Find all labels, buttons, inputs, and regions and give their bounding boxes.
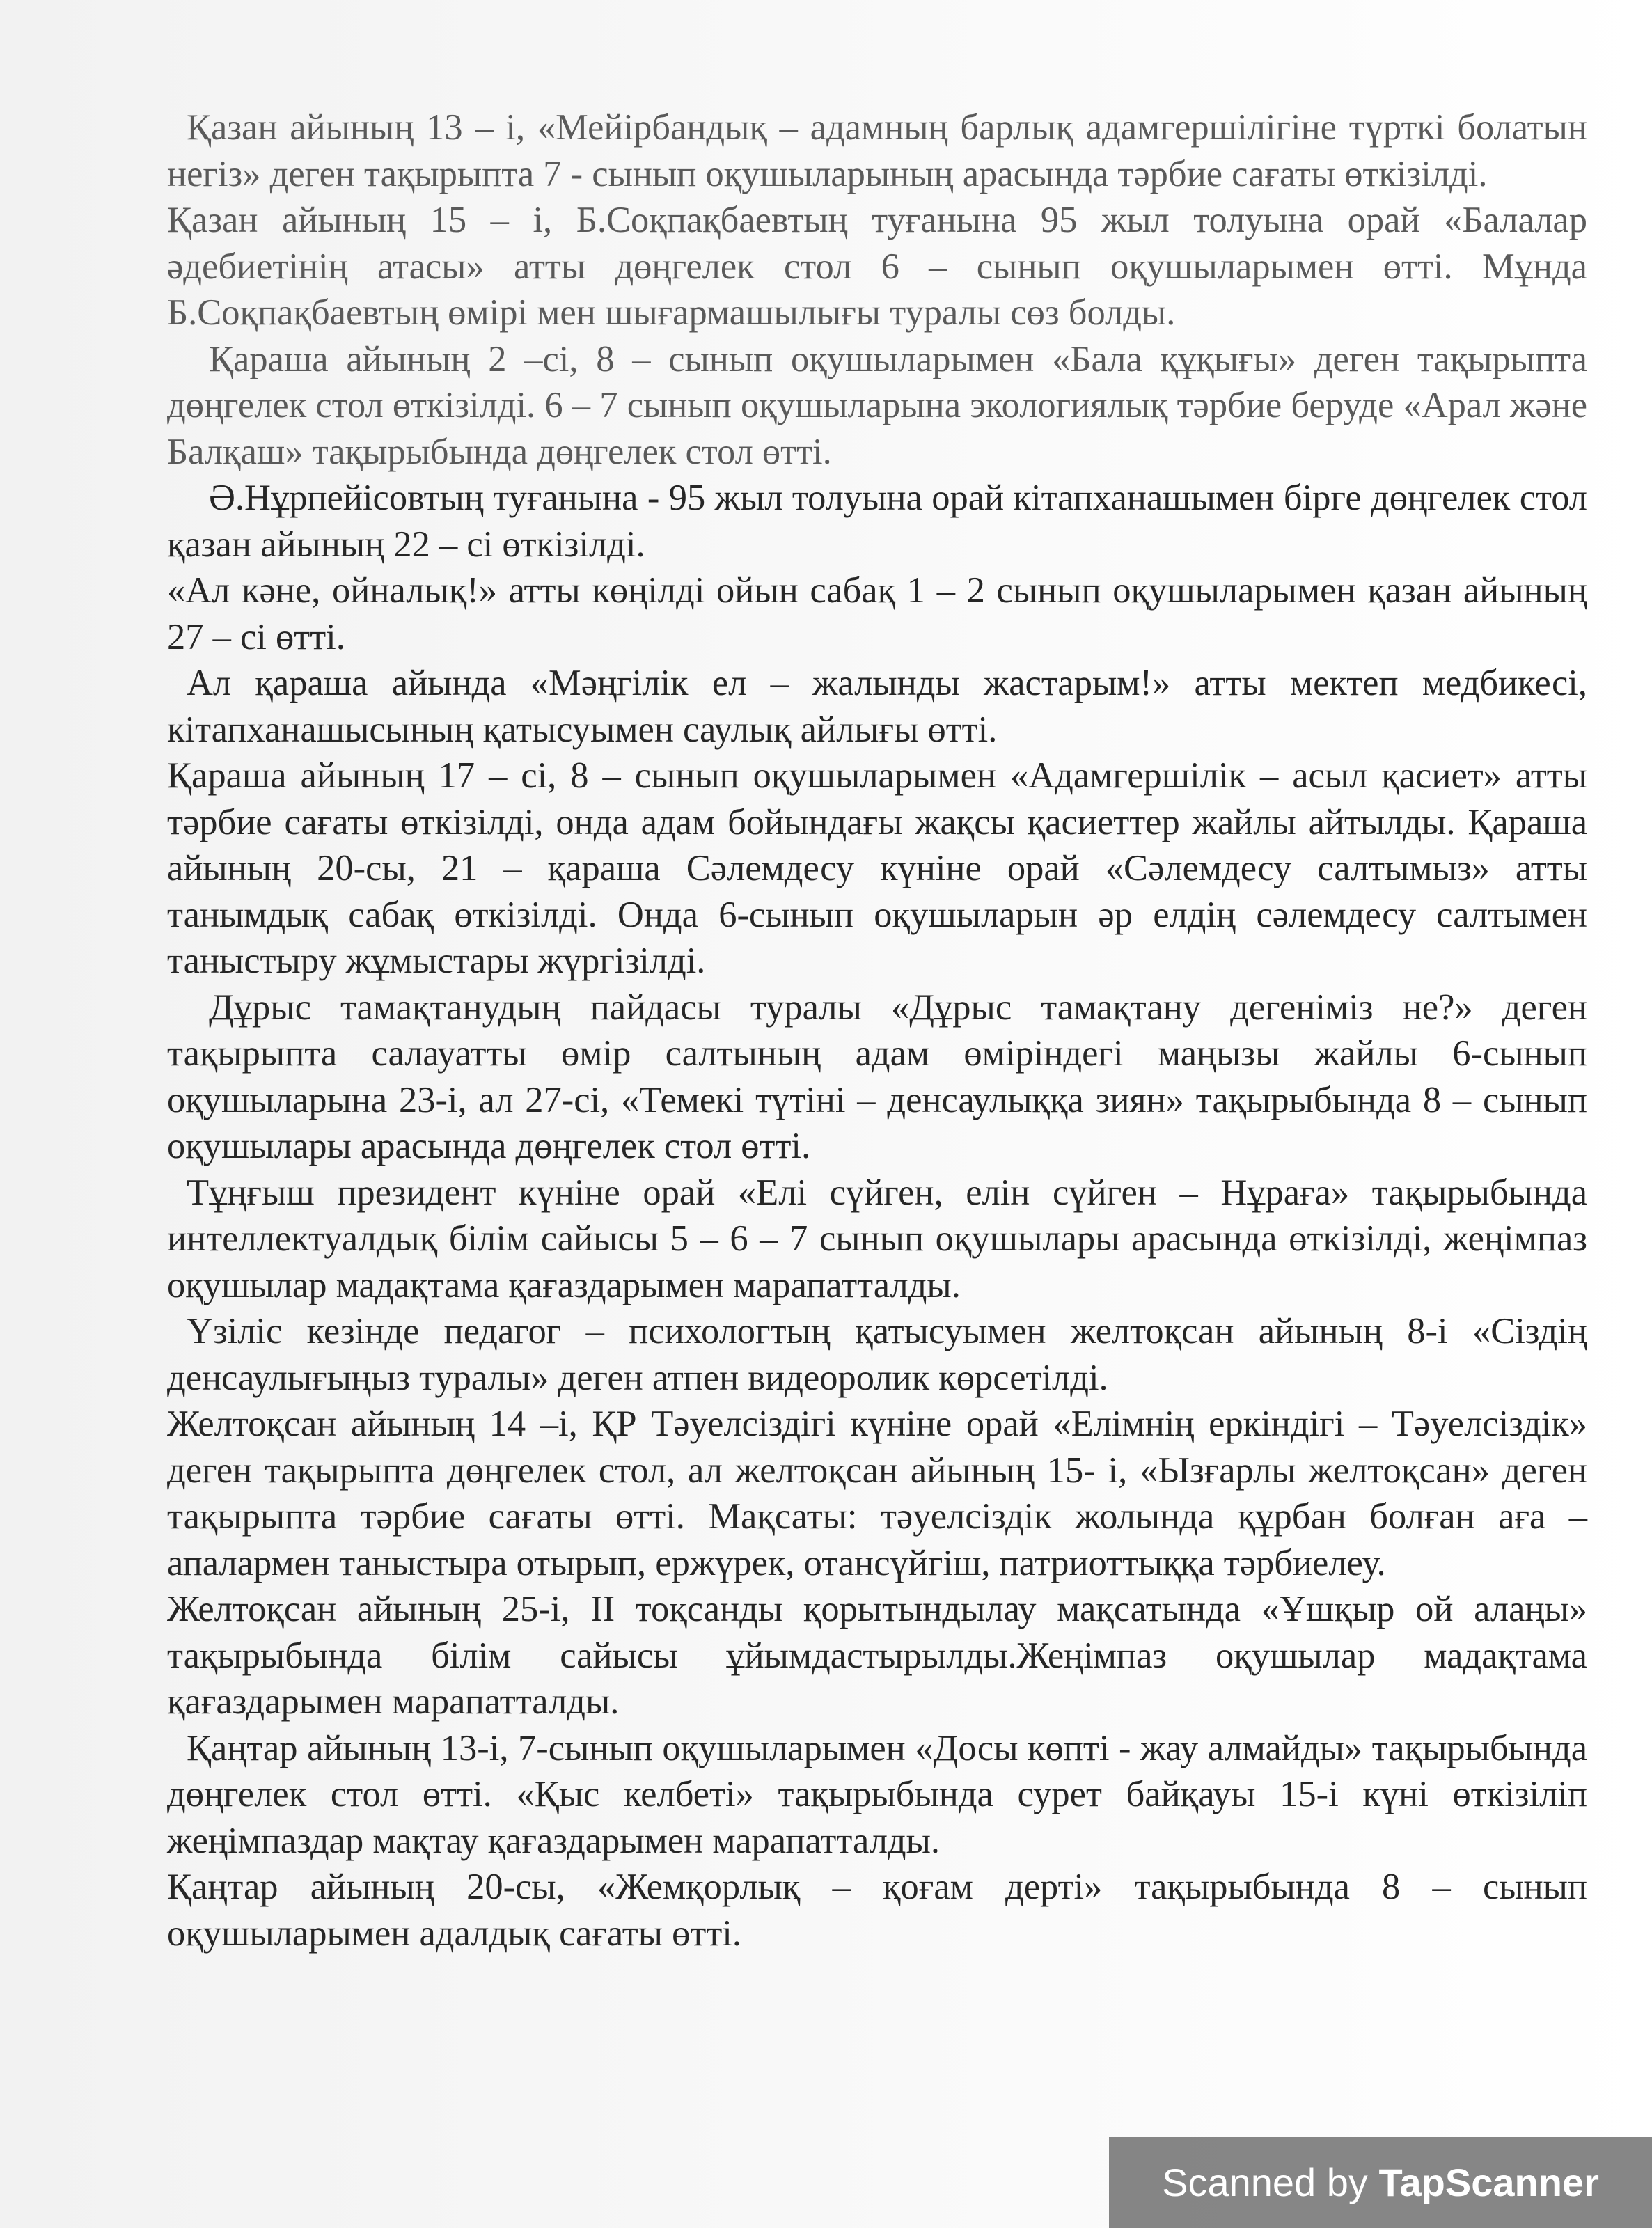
paragraph: Қаңтар айының 13-і, 7-сынып оқушыларымен «Досы көпті - жау алмайды» тақырыбында дөңгелек стол өтті. «Қыс келбеті» тақырыбында сурет байқауы 15-і күні өткізіліп жеңімпаздар мақтау қағаздарымен марапатталды. bbox=[167, 1727, 1587, 1861]
watermark-brand: TapScanner bbox=[1378, 2160, 1599, 2204]
paragraph: Тұңғыш президент күніне орай «Елі сүйген, елін сүйген – Нұраға» тақырыбында интеллектуалдық білім сайысы 5 – 6 – 7 сынып оқушылары арасында өткізілді, жеңімпаз оқушылар мадақтама қағаздарымен марапатталды. bbox=[167, 1172, 1587, 1305]
paragraph: Желтоқсан айының 14 –і, ҚР Тәуелсіздігі күніне орай «Елімнің еркіндігі – Тәуелсіздік» деген тақырыпта дөңгелек стол, ал желтоқсан айының 15- і, «Ызғарлы желтоқсан» деген тақырыпта тәрбие сағаты өтті. Мақсаты: тәуелсіздік жолында құрбан болған аға – апалармен таныстыра отырып, ержүрек, отансүйгіш, патриоттыққа тәрбиелеу. bbox=[167, 1404, 1587, 1583]
paragraph: Ал қараша айында «Мәңгілік ел – жалынды жастарым!» атты мектеп медбикесі, кітапханашысының қатысуымен саулық айлығы өтті. bbox=[167, 663, 1587, 750]
paragraph: «Ал кәне, ойналық!» атты көңілді ойын сабақ 1 – 2 сынып оқушыларымен қазан айының 27 – сі өтті. bbox=[167, 570, 1587, 657]
paragraph: Қараша айының 17 – сі, 8 – сынып оқушыларымен «Адамгершілік – асыл қасиет» атты тәрбие сағаты өткізілді, онда адам бойындағы жақсы қасиеттер жайлы айтылды. Қараша айының 20-сы, 21 – қараша Сәлемдесу күніне орай «Сәлемдесу салтымыз» атты танымдық сабақ өткізілді. Онда 6-сынып оқушыларын әр елдің сәлемдесу салтымен таныстыру жұмыстары жүргізілді. bbox=[167, 755, 1587, 981]
paragraph: Дұрыс тамақтанудың пайдасы туралы «Дұрыс тамақтану дегеніміз не?» деген тақырыпта салауатты өмір салтының адам өміріндегі маңызы жайлы 6-сынып оқушыларына 23-і, ал 27-сі, «Темекі түтіні – денсаулыққа зиян» тақырыбында 8 – сынып оқушылары арасында дөңгелек стол өтті. bbox=[167, 987, 1587, 1166]
paragraph: Желтоқсан айының 25-і, ІІ тоқсанды қорытындылау мақсатында «Ұшқыр ой алаңы» тақырыбында білім сайысы ұйымдастырылды.Жеңімпаз оқушылар мадақтама қағаздарымен марапатталды. bbox=[167, 1589, 1587, 1722]
page-text bbox=[167, 104, 1587, 1956]
scanner-watermark bbox=[1109, 2137, 1652, 2228]
paragraph: Үзіліс кезінде педагог – психологтың қатысуымен желтоқсан айының 8-і «Сіздің денсаулығыңыз туралы» деген атпен видеоролик көрсетілді. bbox=[167, 1311, 1587, 1398]
paragraph: Қазан айының 15 – і, Б.Соқпақбаевтың туғанына 95 жыл толуына орай «Балалар әдебиетінің атасы» атты дөңгелек стол 6 – сынып оқушыларымен өтті. Мұнда Б.Соқпақбаевтың өмірі мен шығармашылығы туралы сөз болды. bbox=[167, 200, 1587, 333]
paragraph: Қазан айының 13 – і, «Мейірбандық – адамның барлық адамгершілігіне түрткі болатын негіз» деген тақырыпта 7 - сынып оқушыларының арасында тәрбие сағаты өткізілді. bbox=[167, 107, 1587, 194]
watermark-prefix: Scanned by bbox=[1162, 2160, 1379, 2204]
paragraph: Қаңтар айының 20-сы, «Жемқорлық – қоғам дерті» тақырыбында 8 – сынып оқушыларымен адалдық сағаты өтті. bbox=[167, 1867, 1587, 1954]
paragraph: Қараша айының 2 –сі, 8 – сынып оқушыларымен «Бала құқығы» деген тақырыпта дөңгелек стол өткізілді. 6 – 7 сынып оқушыларына экологиялық тәрбие беруде «Арал және Балқаш» тақырыбында дөңгелек стол өтті. bbox=[167, 338, 1587, 472]
paragraph: Ә.Нұрпейісовтың туғанына - 95 жыл толуына орай кітапханашымен бірге дөңгелек стол қазан айының 22 – сі өткізілді. bbox=[167, 478, 1587, 565]
